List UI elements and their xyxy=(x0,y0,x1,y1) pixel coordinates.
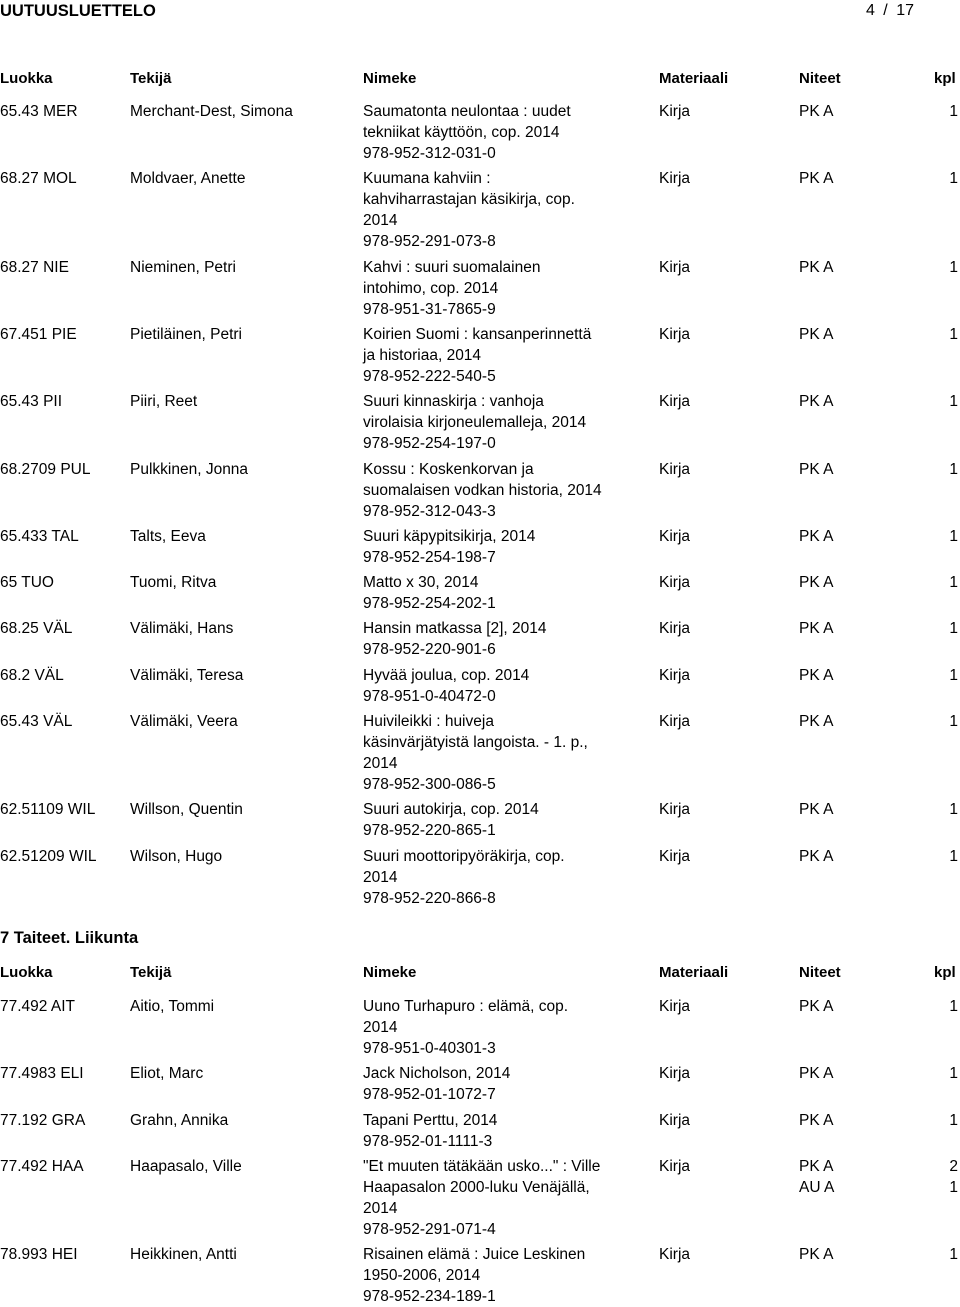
row-tekija: Grahn, Annika xyxy=(130,1111,229,1129)
table-row xyxy=(0,996,960,1059)
row-materiaali: Kirja xyxy=(659,847,691,865)
row-luokka: 77.492 AIT xyxy=(0,998,75,1015)
col-header-niteet: Niteet xyxy=(799,964,841,981)
table-row xyxy=(0,711,960,795)
col-header-tekija: Tekijä xyxy=(130,70,172,87)
row-luokka: 62.51109 WIL xyxy=(0,801,96,819)
row-niteet: PK A xyxy=(799,666,834,684)
row-nimeke-line: 1950-2006, 2014 xyxy=(363,1267,481,1285)
page-title: UUTUUSLUETTELO xyxy=(0,2,156,20)
row-kpl: 1 xyxy=(949,170,958,188)
row-materiaali: Kirja xyxy=(659,527,691,545)
row-nimeke-line: tekniikat käyttöön, cop. 2014 xyxy=(363,124,560,141)
row-kpl: 1 xyxy=(949,103,958,120)
table-row xyxy=(0,1110,960,1152)
row-nimeke-line: 978-952-01-1111-3 xyxy=(363,1132,493,1150)
row-tekija: Välimäki, Hans xyxy=(130,620,234,638)
row-nimeke-line: Hyvää joulua, cop. 2014 xyxy=(363,666,530,684)
row-nimeke-line: 978-952-01-1072-7 xyxy=(363,1086,496,1104)
row-materiaali: Kirja xyxy=(659,393,691,411)
row-luokka: 62.51209 WIL xyxy=(0,847,97,865)
table-row xyxy=(0,1244,960,1307)
col-header-luokka: Luokka xyxy=(0,70,53,87)
row-kpl: 1 xyxy=(949,325,958,343)
row-materiaali: Kirja xyxy=(659,713,691,730)
row-luokka: 65 TUO xyxy=(0,574,54,592)
row-niteet: PK A xyxy=(799,713,834,730)
row-nimeke-line: 978-952-291-071-4 xyxy=(363,1220,496,1238)
table-row xyxy=(0,101,960,164)
row-nimeke-line: 2014 xyxy=(363,1019,398,1036)
row-materiaali: Kirja xyxy=(659,1157,691,1175)
row-nimeke-line: Kahvi : suuri suomalainen xyxy=(363,258,541,276)
row-tekija: Eliot, Marc xyxy=(130,1065,204,1083)
section-title: 7 Taiteet. Liikunta xyxy=(0,929,139,947)
table-header xyxy=(0,962,960,983)
col-header-materiaali: Materiaali xyxy=(659,70,729,87)
row-tekija: Haapasalo, Ville xyxy=(130,1157,242,1175)
row-nimeke-line: Risainen elämä : Juice Leskinen xyxy=(363,1246,586,1264)
row-materiaali: Kirja xyxy=(659,258,691,276)
row-nimeke-line: Haapasalon 2000-luku Venäjällä, xyxy=(363,1178,590,1196)
table-row xyxy=(0,324,960,387)
row-niteet: PK A xyxy=(799,1111,834,1129)
table-row xyxy=(0,391,960,454)
row-niteet: PK A xyxy=(799,1246,834,1264)
row-luokka: 65.433 TAL xyxy=(0,527,79,545)
row-niteet: AU A xyxy=(799,1178,835,1196)
row-niteet: PK A xyxy=(799,1065,834,1083)
table-row xyxy=(0,1156,960,1240)
page-separator: / xyxy=(883,2,888,19)
row-tekija: Nieminen, Petri xyxy=(130,258,236,276)
row-niteet: PK A xyxy=(799,258,834,276)
row-kpl: 1 xyxy=(949,460,958,478)
table-row xyxy=(0,846,960,909)
row-niteet: PK A xyxy=(799,574,834,592)
row-tekija: Willson, Quentin xyxy=(130,801,243,819)
row-tekija: Välimäki, Teresa xyxy=(130,666,244,684)
row-materiaali: Kirja xyxy=(659,801,691,819)
row-niteet: PK A xyxy=(799,103,834,120)
row-nimeke-line: 978-951-0-40301-3 xyxy=(363,1040,496,1057)
row-nimeke-line: intohimo, cop. 2014 xyxy=(363,279,499,297)
row-niteet: PK A xyxy=(799,801,834,819)
row-niteet: PK A xyxy=(799,393,834,411)
row-kpl: 1 xyxy=(949,393,958,411)
row-materiaali: Kirja xyxy=(659,460,691,478)
row-niteet: PK A xyxy=(799,460,834,478)
row-niteet: PK A xyxy=(799,1157,834,1175)
page-number xyxy=(866,0,914,22)
row-kpl: 1 xyxy=(949,998,958,1015)
row-nimeke-line: Suuri käpypitsikirja, 2014 xyxy=(363,527,536,545)
row-tekija: Wilson, Hugo xyxy=(130,847,223,865)
row-nimeke-line: 978-952-291-073-8 xyxy=(363,233,496,251)
row-nimeke-line: Jack Nicholson, 2014 xyxy=(363,1065,511,1083)
row-niteet: PK A xyxy=(799,325,834,343)
row-nimeke-line: Uuno Turhapuro : elämä, cop. xyxy=(363,998,569,1015)
row-niteet: PK A xyxy=(799,527,834,545)
table-row xyxy=(0,257,960,320)
row-materiaali: Kirja xyxy=(659,1111,691,1129)
row-niteet: PK A xyxy=(799,998,834,1015)
row-kpl: 1 xyxy=(949,527,958,545)
row-luokka: 77.4983 ELI xyxy=(0,1065,84,1083)
row-tekija: Merchant-Dest, Simona xyxy=(130,103,293,120)
row-tekija: Välimäki, Veera xyxy=(130,713,238,730)
row-luokka: 68.27 MOL xyxy=(0,170,77,188)
row-materiaali: Kirja xyxy=(659,1065,691,1083)
col-header-nimeke: Nimeke xyxy=(363,964,417,981)
row-luokka: 68.2709 PUL xyxy=(0,460,91,478)
row-nimeke-line: Hansin matkassa [2], 2014 xyxy=(363,620,547,638)
row-materiaali: Kirja xyxy=(659,170,691,188)
row-materiaali: Kirja xyxy=(659,325,691,343)
row-nimeke-line: käsinvärjätyistä langoista. - 1. p., xyxy=(363,734,588,751)
row-nimeke-line: Saumatonta neulontaa : uudet xyxy=(363,103,571,120)
row-nimeke-line: 978-952-254-202-1 xyxy=(363,595,496,613)
table-row xyxy=(0,526,960,568)
row-nimeke-line: 978-952-220-866-8 xyxy=(363,889,496,907)
page-total: 17 xyxy=(896,2,914,19)
row-tekija: Tuomi, Ritva xyxy=(130,574,217,592)
row-nimeke-line: Koirien Suomi : kansanperinnettä xyxy=(363,325,592,343)
col-header-nimeke: Nimeke xyxy=(363,70,417,87)
row-nimeke-line: Huivileikki : huiveja xyxy=(363,713,494,730)
row-nimeke-line: 978-952-312-043-3 xyxy=(363,502,496,520)
row-luokka: 67.451 PIE xyxy=(0,325,77,343)
row-nimeke-line: 978-952-220-865-1 xyxy=(363,822,496,840)
row-kpl: 1 xyxy=(949,666,958,684)
row-nimeke-line: Matto x 30, 2014 xyxy=(363,574,479,592)
row-niteet: PK A xyxy=(799,847,834,865)
row-nimeke-line: suomalaisen vodkan historia, 2014 xyxy=(363,481,602,499)
col-header-niteet: Niteet xyxy=(799,70,841,87)
row-tekija: Heikkinen, Antti xyxy=(130,1246,237,1264)
row-kpl: 1 xyxy=(949,1246,958,1264)
row-nimeke-line: Suuri kinnaskirja : vanhoja xyxy=(363,393,544,411)
row-nimeke-line: 2014 xyxy=(363,755,398,772)
row-nimeke-line: 978-952-222-540-5 xyxy=(363,367,496,385)
row-luokka: 65.43 MER xyxy=(0,103,78,120)
row-nimeke-line: virolaisia kirjoneulemalleja, 2014 xyxy=(363,414,587,432)
col-header-kpl: kpl xyxy=(934,70,956,87)
row-nimeke-line: 2014 xyxy=(363,212,398,230)
row-tekija: Pulkkinen, Jonna xyxy=(130,460,249,478)
row-nimeke-line: 2014 xyxy=(363,868,398,886)
row-kpl: 1 xyxy=(949,574,958,592)
row-luokka: 65.43 PII xyxy=(0,393,63,411)
row-kpl: 1 xyxy=(949,620,958,638)
page-current: 4 xyxy=(865,2,875,19)
row-tekija: Talts, Eeva xyxy=(130,527,206,545)
row-luokka: 65.43 VÄL xyxy=(0,713,73,730)
row-nimeke-line: 978-952-254-198-7 xyxy=(363,548,496,566)
row-kpl: 2 xyxy=(949,1157,958,1175)
row-niteet: PK A xyxy=(799,620,834,638)
row-kpl: 1 xyxy=(949,801,958,819)
row-tekija: Aitio, Tommi xyxy=(130,998,215,1015)
row-nimeke-line: "Et muuten tätäkään usko..." : Ville xyxy=(363,1157,601,1175)
row-nimeke-line: 978-952-312-031-0 xyxy=(363,145,496,162)
table-row xyxy=(0,168,960,252)
row-nimeke-line: 978-952-254-197-0 xyxy=(363,435,496,453)
row-kpl: 1 xyxy=(949,1178,958,1196)
row-materiaali: Kirja xyxy=(659,998,691,1015)
col-header-luokka: Luokka xyxy=(0,964,53,981)
row-luokka: 77.192 GRA xyxy=(0,1111,86,1129)
row-materiaali: Kirja xyxy=(659,620,691,638)
row-nimeke-line: Suuri autokirja, cop. 2014 xyxy=(363,801,539,819)
row-luokka: 77.492 HAA xyxy=(0,1157,84,1175)
row-kpl: 1 xyxy=(949,713,958,730)
row-materiaali: Kirja xyxy=(659,103,691,120)
row-luokka: 68.2 VÄL xyxy=(0,666,64,684)
row-tekija: Moldvaer, Anette xyxy=(130,170,246,188)
col-header-materiaali: Materiaali xyxy=(659,964,729,981)
row-materiaali: Kirja xyxy=(659,1246,691,1264)
row-luokka: 68.25 VÄL xyxy=(0,620,73,638)
row-luokka: 68.27 NIE xyxy=(0,258,69,276)
row-nimeke-line: 2014 xyxy=(363,1199,398,1217)
table-row xyxy=(0,665,960,707)
col-header-kpl: kpl xyxy=(934,964,956,981)
table-row xyxy=(0,618,960,660)
row-nimeke-line: Suuri moottoripyöräkirja, cop. xyxy=(363,847,565,865)
table-row xyxy=(0,1063,960,1105)
row-tekija: Piiri, Reet xyxy=(130,393,198,411)
row-nimeke-line: Kuumana kahviin : xyxy=(363,170,491,188)
row-nimeke-line: 978-952-234-189-1 xyxy=(363,1288,496,1306)
row-nimeke-line: 978-952-220-901-6 xyxy=(363,641,496,659)
row-nimeke-line: Kossu : Koskenkorvan ja xyxy=(363,460,534,478)
table-row xyxy=(0,572,960,614)
row-nimeke-line: kahviharrastajan käsikirja, cop. xyxy=(363,191,575,209)
row-luokka: 78.993 HEI xyxy=(0,1246,78,1264)
table-header xyxy=(0,68,960,89)
row-materiaali: Kirja xyxy=(659,666,691,684)
row-niteet: PK A xyxy=(799,170,834,188)
table-row xyxy=(0,799,960,841)
row-nimeke-line: ja historiaa, 2014 xyxy=(363,346,482,364)
row-nimeke-line: 978-951-0-40472-0 xyxy=(363,687,496,705)
table-row xyxy=(0,459,960,522)
row-kpl: 1 xyxy=(949,1111,958,1129)
row-kpl: 1 xyxy=(949,847,958,865)
row-nimeke-line: 978-951-31-7865-9 xyxy=(363,300,496,318)
row-kpl: 1 xyxy=(949,258,958,276)
row-nimeke-line: 978-952-300-086-5 xyxy=(363,776,496,793)
row-tekija: Pietiläinen, Petri xyxy=(130,325,243,343)
col-header-tekija: Tekijä xyxy=(130,964,172,981)
row-materiaali: Kirja xyxy=(659,574,691,592)
row-kpl: 1 xyxy=(949,1065,958,1083)
row-nimeke-line: Tapani Perttu, 2014 xyxy=(363,1111,498,1129)
